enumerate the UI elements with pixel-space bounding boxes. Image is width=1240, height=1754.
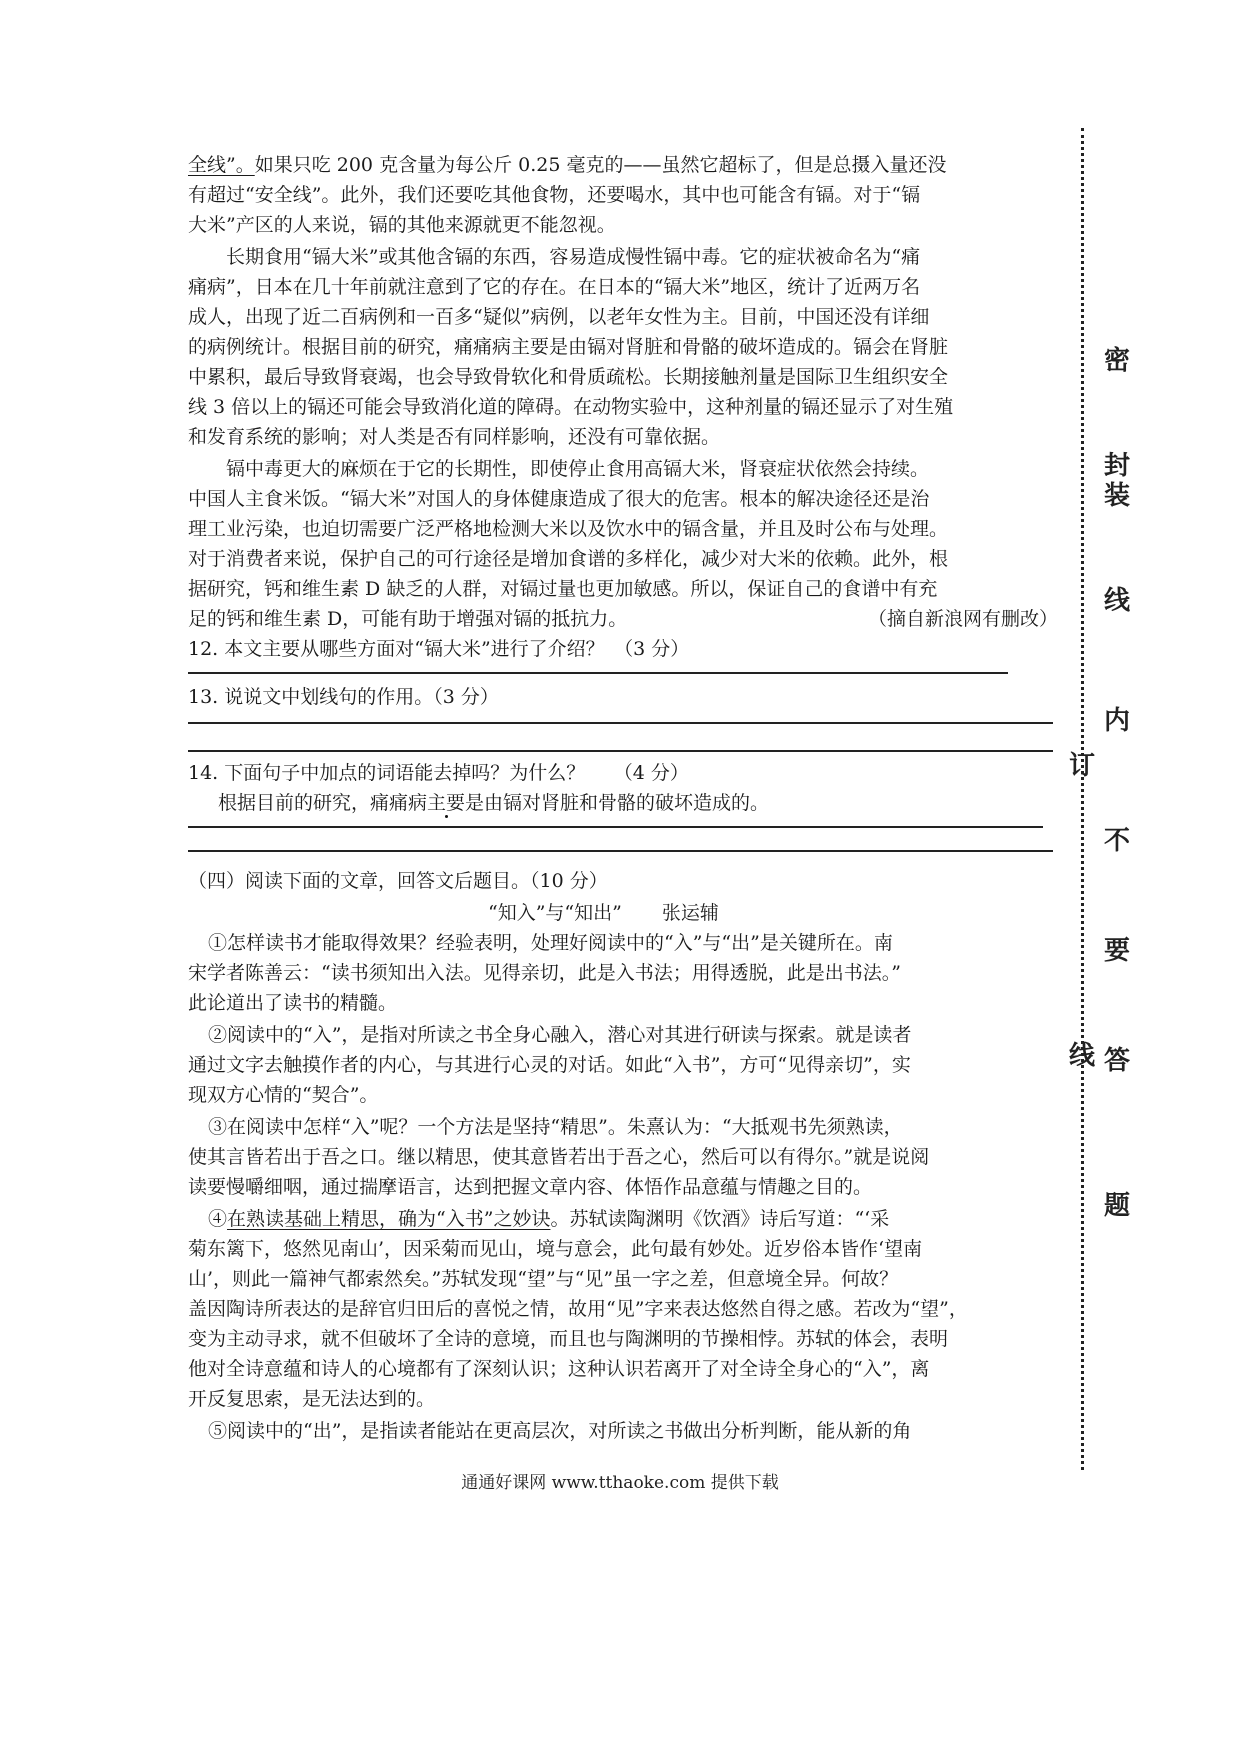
- paragraph-line: 此论道出了读书的精髓。: [188, 992, 398, 1014]
- passage-line: 和发育系统的影响；对人类是否有同样影响，还没有可靠依据。: [188, 426, 721, 448]
- underlined-sentence: 全线”。: [188, 154, 255, 176]
- margin-char: 封: [1103, 451, 1130, 481]
- passage-line: 有超过“安全线”。此外，我们还要吃其他食物，还要喝水，其中也可能含有镉。对于“镉: [188, 184, 921, 206]
- paragraph-line: 现双方心情的“契合”。: [188, 1084, 379, 1106]
- margin-char: 题: [1103, 1191, 1130, 1221]
- margin-char: 内: [1103, 706, 1130, 736]
- paragraph-line: ③在阅读中怎样“入”呢？一个方法是坚持“精思”。朱熹认为：“大抵观书先须熟读，: [208, 1116, 903, 1138]
- paragraph-line: 山’，则此一篇神气都索然矣。”苏轼发现“望”与“见”虽一字之差，但意境全异。何故？: [188, 1268, 899, 1290]
- answer-line[interactable]: [188, 850, 1053, 852]
- margin-char: 装: [1103, 481, 1130, 511]
- question-13: 13. 说说文中划线句的作用。（3 分）: [188, 686, 499, 708]
- paragraph-line: 盖因陶诗所表达的是辞官归田后的喜悦之情，故用“见”字来表达悠然自得之感。若改为“望”，: [188, 1298, 968, 1320]
- margin-char: 要: [1103, 936, 1130, 966]
- paragraph-line: 宋学者陈善云：“读书须知出入法。见得亲切，此是入书法；用得透脱，此是出书法。”: [188, 962, 901, 984]
- article-author: 张运辅: [661, 902, 719, 924]
- passage-line: 中累积，最后导致肾衰竭，也会导致骨软化和骨质疏松。长期接触剂量是国际卫生组织安全: [188, 366, 949, 388]
- paragraph-line: 通过文字去触摸作者的内心，与其进行心灵的对话。如此“入书”，方可“见得亲切”，实: [188, 1054, 911, 1076]
- paragraph-line: 使其言皆若出于吾之口。继以精思，使其意皆若出于吾之心，然后可以有得尔。”就是说阅: [188, 1146, 930, 1168]
- answer-line[interactable]: [188, 826, 1043, 828]
- answer-line[interactable]: [188, 722, 1053, 724]
- question-12: 12. 本文主要从哪些方面对“镉大米”进行了介绍？ （3 分）: [188, 638, 690, 660]
- passage-line: 线 3 倍以上的镉还可能会导致消化道的障碍。在动物实验中，这种剂量的镉还显示了对生殖: [188, 396, 954, 418]
- margin-char: 不: [1103, 826, 1130, 856]
- passage-line: 据研究，钙和维生素 D 缺乏的人群，对镉过量也更加敏感。所以，保证自己的食谱中有充: [188, 578, 938, 600]
- margin-char: 线: [1103, 586, 1130, 616]
- margin-char: 答: [1103, 1046, 1130, 1076]
- passage-line: 足的钙和维生素 D，可能有助于增强对镉的抵抗力。 （摘自新浪网有删改）: [188, 604, 1058, 634]
- passage-line: 镉中毒更大的麻烦在于它的长期性，即使停止食用高镉大米，肾衰症状依然会持续。: [226, 458, 930, 480]
- passage-line: 理工业污染，也迫切需要广泛严格地检测大米以及饮水中的镉含量，并且及时公布与处理。: [188, 518, 949, 540]
- question-14-sentence: 根据目前的研究，痛痛病主要是由镉对肾脏和骨骼的破坏造成的。: [218, 792, 770, 814]
- margin-char: 订: [1068, 751, 1095, 781]
- section-heading: （四）阅读下面的文章，回答文后题目。（10 分）: [188, 870, 608, 892]
- passage-line: 对于消费者来说，保护自己的可行途径是增加食谱的多样化，减少对大米的依赖。此外，根: [188, 548, 949, 570]
- paragraph-line: ①怎样读书才能取得效果？经验表明，处理好阅读中的“入”与“出”是关键所在。南: [208, 932, 893, 954]
- answer-line[interactable]: [188, 672, 1008, 674]
- paragraph-line: 他对全诗意蕴和诗人的心境都有了深刻认识；这种认识若离开了对全诗全身心的“入”，离: [188, 1358, 930, 1380]
- paragraph-line: ④在熟读基础上精思，确为“入书”之妙诀。苏轼读陶渊明《饮酒》诗后写道：“‘采: [208, 1208, 890, 1230]
- binding-dotted-line: [1081, 128, 1084, 1470]
- question-14: 14. 下面句子中加点的词语能去掉吗？为什么？ （4 分）: [188, 762, 689, 784]
- paragraph-line: ⑤阅读中的“出”，是指读者能站在更高层次，对所读之书做出分析判断，能从新的角: [208, 1420, 912, 1442]
- underlined-sentence: 在熟读基础上精思，确为“入书”之妙诀: [227, 1208, 551, 1230]
- margin-char: 线: [1068, 1041, 1095, 1071]
- paragraph-line: 读要慢嚼细咽，通过揣摩语言，达到把握文章内容、体悟作品意蕴与情趣之目的。: [188, 1176, 873, 1198]
- answer-line[interactable]: [188, 750, 1053, 752]
- paragraph-line: 开反复思索，是无法达到的。: [188, 1388, 436, 1410]
- article-title: “知入”与“知出”: [488, 902, 622, 924]
- passage-line: 痛病”，日本在几十年前就注意到了它的存在。在日本的“镉大米”地区，统计了近两万名: [188, 276, 921, 298]
- passage-line: 的病例统计。根据目前的研究，痛痛病主要是由镉对肾脏和骨骼的破坏造成的。镉会在肾脏: [188, 336, 949, 358]
- dotted-word: 主要: [427, 792, 466, 814]
- passage-line: 大米”产区的人来说，镉的其他来源就更不能忽视。: [188, 214, 616, 236]
- paragraph-line: 菊东篱下，悠然见南山’，因采菊而见山，境与意会，此句最有妙处。近岁俗本皆作‘望南: [188, 1238, 923, 1260]
- passage-line: 成人，出现了近二百病例和一百多“疑似”病例，以老年女性为主。目前，中国还没有详细: [188, 306, 930, 328]
- paragraph-line: 变为主动寻求，就不但破坏了全诗的意境，而且也与陶渊明的节操相悖。苏轼的体会，表明: [188, 1328, 949, 1350]
- passage-line: 中国人主食米饭。“镉大米”对国人的身体健康造成了很大的危害。根本的解决途径还是治: [188, 488, 930, 510]
- source-note: （摘自新浪网有删改）: [867, 608, 1058, 630]
- passage-line: 长期食用“镉大米”或其他含镉的东西，容易造成慢性镉中毒。它的症状被命名为“痛: [226, 246, 921, 268]
- margin-char: 密: [1103, 346, 1130, 376]
- paragraph-line: ②阅读中的“入”，是指对所读之书全身心融入，潜心对其进行研读与探索。就是读者: [208, 1024, 912, 1046]
- page-footer: 通通好课网 www.tthaoke.com 提供下载: [461, 1473, 779, 1493]
- passage-line: 全线”。如果只吃 200 克含量为每公斤 0.25 毫克的——虽然它超标了，但是总摄入量还没: [188, 154, 947, 176]
